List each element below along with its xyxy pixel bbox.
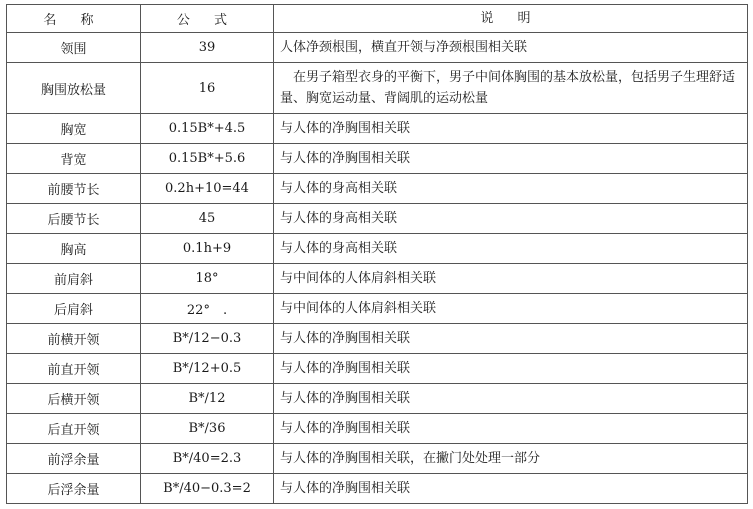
cell-formula: B*/12+0.5 [141,354,274,384]
cell-formula: B*/12−0.3 [141,324,274,354]
cell-description: 与中间体的人体肩斜相关联 [274,264,748,294]
table-row [7,234,748,264]
cell-name: 后腰节长 [7,204,141,234]
cell-formula: 22° . [141,294,274,324]
table-row [7,414,748,444]
garment-formula-table [6,4,748,504]
cell-formula: 0.1h+9 [141,234,274,264]
cell-description: 人体净颈根围，横直开领与净颈根围相关联 [274,33,748,63]
table-row [7,204,748,234]
table-row [7,33,748,63]
cell-name: 胸围放松量 [7,63,141,114]
cell-description: 与人体的身高相关联 [274,204,748,234]
cell-name: 后直开领 [7,414,141,444]
cell-description: 与人体的净胸围相关联 [274,144,748,174]
cell-name: 后肩斜 [7,294,141,324]
cell-description: 在男子箱型衣身的平衡下，男子中间体胸围的基本放松量，包括男子生理舒适量、胸宽运动量、背阔肌的运动松量 [274,63,748,114]
cell-description: 与人体的净胸围相关联 [274,384,748,414]
cell-formula: 0.15B*+5.6 [141,144,274,174]
cell-description: 与人体的身高相关联 [274,234,748,264]
cell-name: 前横开领 [7,324,141,354]
cell-formula: 0.2h+10=44 [141,174,274,204]
table-row [7,63,748,114]
table-header [7,5,748,33]
cell-description: 与人体的净胸围相关联 [274,354,748,384]
table-row [7,144,748,174]
cell-formula: B*/36 [141,414,274,444]
cell-name: 胸宽 [7,114,141,144]
header-description: 说 明 [274,5,748,33]
table-row [7,384,748,414]
cell-name: 前浮余量 [7,444,141,474]
cell-name: 前腰节长 [7,174,141,204]
table-row [7,264,748,294]
cell-name: 前肩斜 [7,264,141,294]
table-row [7,474,748,504]
cell-formula: 16 [141,63,274,114]
cell-description: 与人体的净胸围相关联，在撇门处处理一部分 [274,444,748,474]
table-row [7,354,748,384]
cell-name: 前直开领 [7,354,141,384]
cell-description: 与人体的净胸围相关联 [274,114,748,144]
cell-name: 领围 [7,33,141,63]
table-row [7,114,748,144]
cell-formula: B*/40−0.3=2 [141,474,274,504]
cell-description: 与人体的净胸围相关联 [274,474,748,504]
cell-formula: B*/12 [141,384,274,414]
cell-formula: 18° [141,264,274,294]
cell-description: 与人体的净胸围相关联 [274,324,748,354]
cell-formula: 0.15B*+4.5 [141,114,274,144]
cell-formula: B*/40=2.3 [141,444,274,474]
cell-name: 胸高 [7,234,141,264]
cell-description: 与人体的身高相关联 [274,174,748,204]
table-row [7,174,748,204]
header-formula: 公 式 [141,5,274,33]
table-body [7,33,748,504]
table-row [7,444,748,474]
header-row [7,5,748,33]
cell-description: 与中间体的人体肩斜相关联 [274,294,748,324]
header-name: 名 称 [7,5,141,33]
cell-name: 后横开领 [7,384,141,414]
cell-formula: 39 [141,33,274,63]
cell-description: 与人体的净胸围相关联 [274,414,748,444]
cell-name: 背宽 [7,144,141,174]
table-row [7,324,748,354]
table-row [7,294,748,324]
cell-name: 后浮余量 [7,474,141,504]
cell-formula: 45 [141,204,274,234]
